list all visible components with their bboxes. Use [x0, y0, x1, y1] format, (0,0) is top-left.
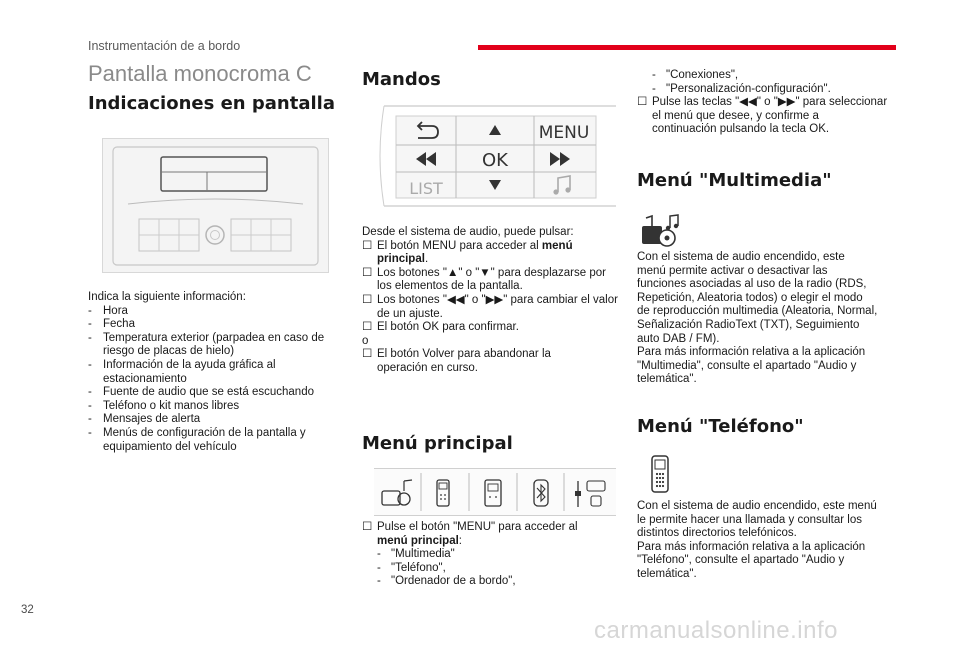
section-title-menu-principal: Menú principal	[362, 433, 513, 454]
phone-text-line: Para más información relativa a la aplicación	[637, 540, 866, 553]
bullet-marker: ☐	[362, 293, 373, 306]
list-dash: -	[88, 304, 96, 317]
settings-icon	[575, 481, 605, 507]
list-item-text: Fecha	[103, 318, 135, 331]
bullet-marker: ☐	[362, 321, 373, 334]
ok-key-label: OK	[482, 150, 508, 171]
menu-continuation: - "Conexiones", - "Personalización-configuración". ☐ Pulse las teclas "◀◀" o "▶▶" para seleccionar el menú que desee, y confirme a continuación pulsando la tecla OK.	[637, 69, 899, 137]
info-list-item	[88, 441, 348, 455]
bluetooth-icon	[534, 480, 548, 506]
multimedia-text-line: Repetición, Aleatoria todos) o elegir el modo	[637, 291, 863, 304]
mandos-text: Desde el sistema de audio, puede pulsar: ☐ El botón MENU para acceder al menú principal. ☐ Los botones "▲" o "▼" para desplazarse por los elementos de la pantalla. ☐ Los botones "◀◀" o "▶▶" para cambiar el valor de un ajuste. ☐ El botón OK para confirmar. o ☐ El botón Volver para abandonar la operación en curso.	[362, 226, 622, 376]
menu-principal-sublist-cont	[637, 69, 899, 96]
phone-text	[637, 500, 899, 582]
info-list	[88, 291, 348, 454]
multimedia-text-line: Con el sistema de audio encendido, este	[637, 251, 845, 263]
info-list-item	[88, 400, 348, 414]
info-list-item	[88, 332, 348, 346]
list-item-text: Menús de configuración de la pantalla y	[103, 426, 306, 439]
menu-principal-sublist	[362, 548, 622, 589]
list-item-text: equipamiento del vehículo	[103, 440, 237, 453]
phone-text-line: Con el sistema de audio encendido, este menú	[637, 500, 877, 512]
header-accent-bar	[478, 45, 896, 50]
sublist-item-text: "Multimedia"	[391, 548, 455, 561]
menu-principal-instruction: Pulse el botón "MENU" para acceder al	[377, 521, 578, 533]
info-list-item	[88, 386, 348, 400]
phone-text-line: "Teléfono", consulte el apartado "Audio y	[637, 554, 845, 567]
sublist-item: - "Personalización-configuración".	[652, 82, 831, 95]
bullet-marker: ☐	[362, 348, 373, 361]
display-illustration	[102, 138, 329, 273]
keys-instruction: Pulse las teclas "◀◀" o "▶▶" para seleccionar	[652, 96, 888, 109]
list-dash: -	[88, 413, 96, 426]
controls-illustration	[374, 104, 616, 208]
multimedia-text-line: Señalización RadioText (TXT), Seguimiento	[637, 318, 860, 331]
phone-section-icon	[650, 455, 670, 493]
multimedia-icon	[382, 480, 412, 505]
list-item-text: estacionamiento	[103, 372, 187, 385]
watermark: carmanualsonline.info	[594, 617, 838, 644]
bold-principal: principal	[377, 253, 425, 266]
bold-menu: menú	[541, 239, 573, 252]
sublist-item-text: "Teléfono",	[391, 561, 446, 574]
info-list-item	[88, 373, 348, 387]
multimedia-text-line: telemática".	[637, 373, 697, 386]
bold-menu-principal: menú principal	[377, 534, 459, 547]
page-number: 32	[21, 604, 34, 616]
sublist-item: - "Multimedia"	[377, 548, 455, 561]
info-list-item	[88, 305, 348, 319]
multimedia-text-line: de reproducción multimedia (Aleatoria, Normal,	[637, 305, 878, 318]
phone-text-line: le permite hacer una llamada y consultar los	[637, 513, 863, 526]
section-title-indicaciones: Indicaciones en pantalla	[88, 92, 335, 114]
multimedia-text-line: auto DAB / FM).	[637, 332, 720, 345]
bullet-marker: ☐	[637, 96, 648, 109]
running-header: Instrumentación de a bordo	[88, 39, 241, 53]
chapter-title: Pantalla monocroma C	[88, 61, 312, 86]
list-dash: -	[88, 386, 96, 399]
multimedia-section-icon	[640, 212, 680, 248]
phone-icon	[437, 480, 449, 506]
list-dash: -	[88, 399, 96, 412]
multimedia-text-line: Para más información relativa a la aplicación	[637, 346, 866, 359]
info-list-item	[88, 427, 348, 441]
list-item-text: Temperatura exterior (parpadea en caso de	[103, 331, 325, 344]
phone-text-line: telemática".	[637, 567, 697, 580]
multimedia-text	[637, 251, 899, 387]
list-dash: -	[88, 426, 96, 439]
mandos-item-leftright: Los botones "◀◀" o "▶▶" para cambiar el valor	[377, 293, 618, 306]
sublist-item-text: "Ordenador de a bordo",	[391, 575, 516, 588]
mandos-item-back: El botón Volver para abandonar la	[377, 348, 551, 361]
list-key-label: LIST	[409, 179, 443, 198]
info-intro: Indica la siguiente información:	[88, 291, 246, 303]
mandos-item-updown: Los botones "▲" o "▼" para desplazarse por	[377, 266, 606, 279]
info-list-item	[88, 413, 348, 427]
main-menu-bar-illustration	[374, 468, 616, 516]
menu-key-label: MENU	[538, 123, 590, 143]
list-item-text: Teléfono o kit manos libres	[103, 399, 240, 412]
bullet-marker: ☐	[362, 266, 373, 279]
list-dash: -	[88, 331, 96, 344]
phone-text-line: distintos directorios telefónicos.	[637, 527, 797, 540]
column-left	[88, 60, 343, 115]
bullet-marker: ☐	[362, 521, 373, 533]
trip-computer-icon	[485, 480, 501, 506]
section-title-multimedia: Menú "Multimedia"	[637, 170, 832, 191]
info-items	[88, 305, 348, 455]
multimedia-text-line: menú permite activar o desactivar las	[637, 264, 828, 277]
list-item-text: Información de la ayuda gráfica al	[103, 358, 276, 371]
column-middle	[362, 60, 620, 91]
mandos-item-menu: El botón MENU para acceder al	[377, 239, 542, 252]
bullet-marker: ☐	[362, 239, 373, 252]
mandos-item-ok: El botón OK para confirmar.	[377, 321, 519, 334]
info-list-item	[88, 345, 348, 359]
list-dash: -	[88, 318, 96, 331]
section-title-telefono: Menú "Teléfono"	[637, 416, 804, 437]
list-dash: -	[88, 358, 96, 371]
multimedia-text-line: "Multimedia", consulte el apartado "Audio y	[637, 359, 857, 372]
sublist-item: - "Conexiones",	[652, 69, 739, 81]
sublist-item-text: "Personalización-configuración".	[666, 82, 831, 95]
section-title-mandos: Mandos	[362, 69, 441, 90]
list-item-text: Mensajes de alerta	[103, 413, 201, 426]
sublist-item: - "Ordenador de a bordo",	[377, 575, 516, 588]
list-item-text: Fuente de audio que se está escuchando	[103, 386, 314, 399]
multimedia-text-line: funciones asociadas al uso de la radio (RDS,	[637, 278, 867, 291]
info-list-item	[88, 359, 348, 373]
or-text: o	[362, 334, 369, 347]
list-item-text: riesgo de placas de hielo)	[103, 345, 235, 358]
menu-principal-text: ☐ Pulse el botón "MENU" para acceder al menú principal: - "Multimedia" - "Teléfono", - "Ordenador de a bordo",	[362, 521, 622, 589]
sublist-item: - "Teléfono",	[377, 561, 446, 574]
list-item-text: Hora	[103, 304, 128, 317]
info-list-item	[88, 318, 348, 332]
mandos-intro: Desde el sistema de audio, puede pulsar:	[362, 226, 574, 238]
sublist-item-text: "Conexiones",	[666, 69, 739, 81]
